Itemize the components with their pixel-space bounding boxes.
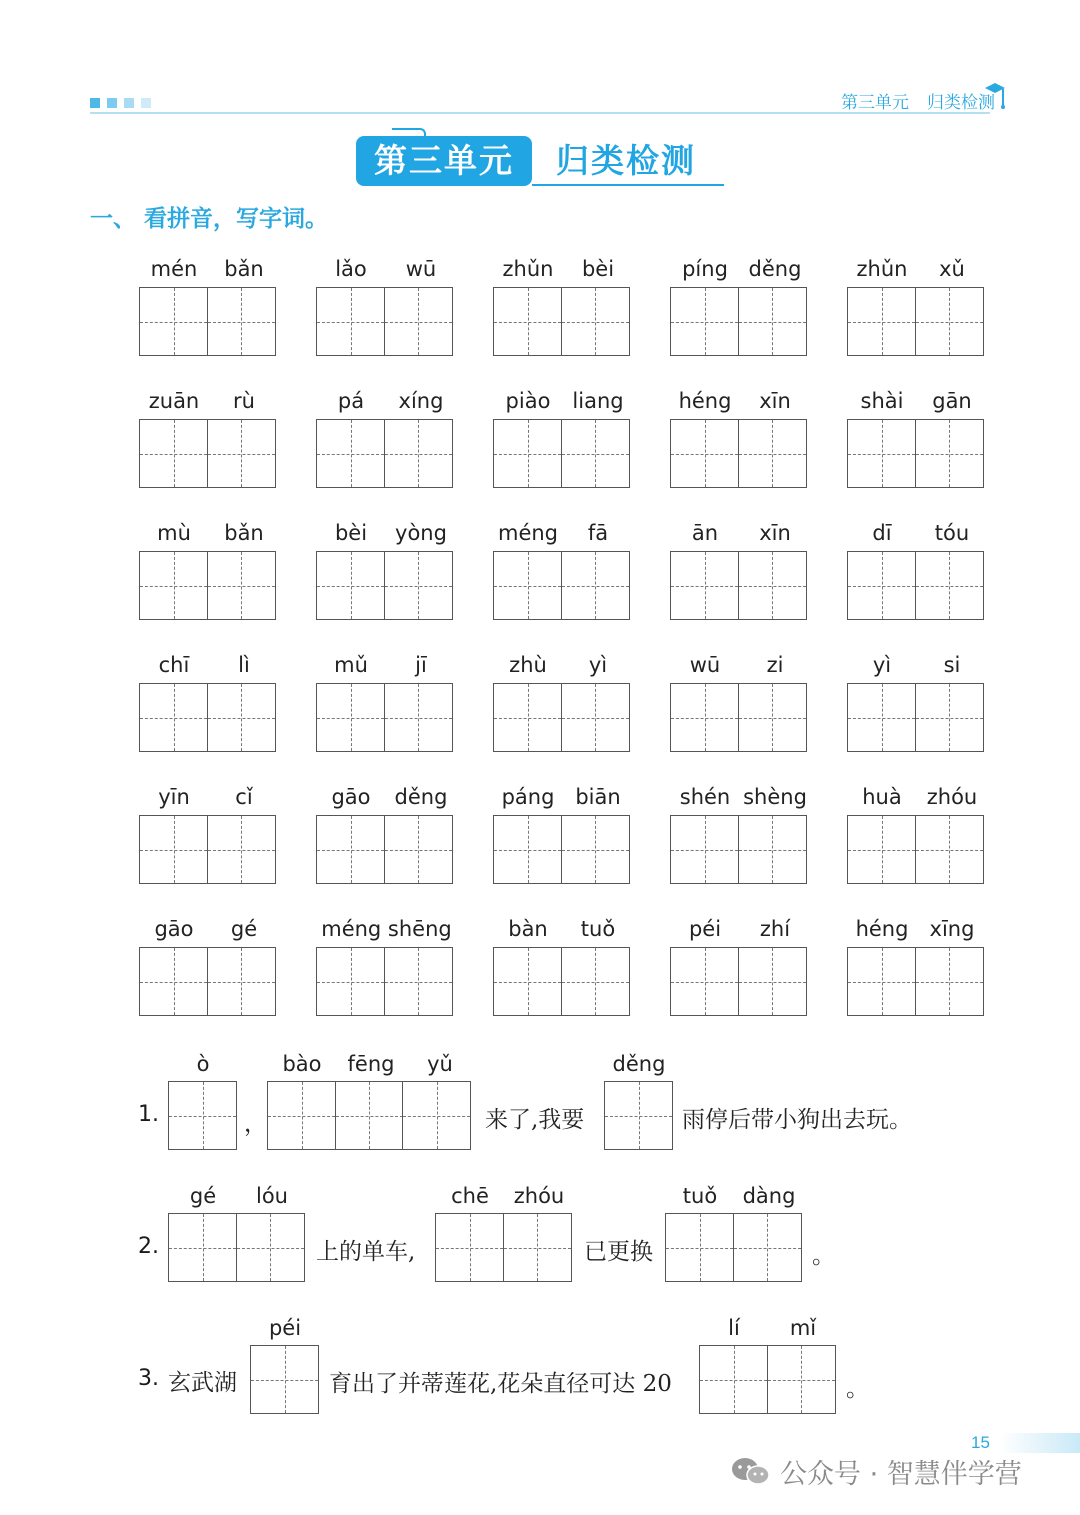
word-item: [139, 785, 280, 884]
answer-box[interactable]: [699, 1345, 834, 1414]
writing-cell[interactable]: [767, 1345, 836, 1414]
pinyin: tuǒ: [580, 917, 616, 941]
answer-box[interactable]: [847, 419, 988, 488]
answer-box[interactable]: [435, 1213, 570, 1282]
word-item: [670, 653, 811, 752]
pinyin-row: [670, 389, 811, 419]
title-text: 归类检测: [556, 141, 696, 180]
pinyin: yīn: [158, 785, 190, 809]
writing-cell[interactable]: [670, 815, 739, 884]
writing-cell[interactable]: [384, 815, 453, 884]
pinyin: péi: [268, 1316, 302, 1340]
writing-cell[interactable]: [847, 947, 916, 1016]
pinyin: ān: [691, 521, 719, 545]
pinyin: gé: [189, 1184, 217, 1208]
answer-box[interactable]: [168, 1213, 303, 1282]
pinyin: héng: [678, 389, 732, 413]
writing-cell[interactable]: [670, 419, 739, 488]
pinyin: jī: [415, 653, 427, 677]
writing-cell[interactable]: [207, 815, 276, 884]
writing-cell[interactable]: [915, 947, 984, 1016]
pinyin-row: [847, 653, 988, 683]
word-item: [847, 389, 988, 488]
writing-cell[interactable]: [915, 287, 984, 356]
pinyin: xīn: [759, 521, 791, 545]
word-item: [670, 389, 811, 488]
answer-box[interactable]: [493, 419, 634, 488]
pinyin: zhóu: [513, 1184, 565, 1208]
writing-cell[interactable]: [493, 551, 562, 620]
writing-cell[interactable]: [915, 683, 984, 752]
writing-cell[interactable]: [738, 551, 807, 620]
pinyin: bèi: [581, 257, 615, 281]
writing-cell[interactable]: [168, 1213, 237, 1282]
word-item: [493, 521, 634, 620]
writing-cell[interactable]: [316, 947, 385, 1016]
answer-box[interactable]: [316, 947, 457, 1016]
word-item: [493, 785, 634, 884]
answer-box[interactable]: [316, 419, 457, 488]
pinyin: biān: [575, 785, 621, 809]
pinyin: si: [943, 653, 961, 677]
pinyin: mǔ: [334, 653, 368, 677]
writing-cell[interactable]: [493, 683, 562, 752]
pinyin: páng: [501, 785, 555, 809]
pinyin: zi: [766, 653, 784, 677]
answer-box[interactable]: [670, 419, 811, 488]
pinyin-row: [316, 917, 457, 947]
answer-box[interactable]: [493, 947, 634, 1016]
answer-box[interactable]: [670, 683, 811, 752]
writing-cell[interactable]: [316, 815, 385, 884]
pinyin: yì: [872, 653, 892, 677]
writing-cell[interactable]: [316, 287, 385, 356]
pinyin-row: [493, 257, 634, 287]
answer-box[interactable]: [493, 551, 634, 620]
pinyin-row: [493, 653, 634, 683]
answer-box[interactable]: [665, 1213, 800, 1282]
graduation-cap-icon: [983, 80, 1007, 110]
pinyin: gāo: [331, 785, 371, 809]
header-square: [124, 98, 134, 108]
pinyin: lí: [728, 1316, 740, 1340]
word-item: [139, 653, 280, 752]
word-item: [847, 521, 988, 620]
writing-cell[interactable]: [738, 947, 807, 1016]
writing-cell[interactable]: [493, 287, 562, 356]
header-category: 归类检测: [927, 93, 995, 113]
writing-cell[interactable]: [435, 1213, 504, 1282]
writing-cell[interactable]: [139, 551, 208, 620]
pinyin: xīng: [929, 917, 975, 941]
word-item: [847, 257, 988, 356]
writing-cell[interactable]: [207, 683, 276, 752]
sentence-text: 玄武湖: [168, 1370, 237, 1396]
writing-cell[interactable]: [493, 815, 562, 884]
answer-box[interactable]: [139, 815, 280, 884]
writing-cell[interactable]: [316, 683, 385, 752]
answer-box[interactable]: [604, 1081, 672, 1150]
writing-cell[interactable]: [384, 683, 453, 752]
sentence-text: ，: [244, 1111, 267, 1137]
writing-cell[interactable]: [915, 551, 984, 620]
pinyin: lǎo: [335, 257, 367, 281]
page-number-bar: [1000, 1433, 1080, 1453]
word-item: [316, 785, 457, 884]
word-item: [139, 257, 280, 356]
pinyin: zhí: [759, 917, 791, 941]
answer-box[interactable]: [316, 815, 457, 884]
answer-box[interactable]: [139, 683, 280, 752]
watermark: [730, 1452, 1022, 1491]
pinyin: pá: [337, 389, 365, 413]
answer-box[interactable]: [847, 815, 988, 884]
writing-cell[interactable]: [733, 1213, 802, 1282]
pinyin: yòng: [395, 521, 447, 545]
word-item: [670, 257, 811, 356]
pinyin: zhǔn: [856, 257, 908, 281]
writing-cell[interactable]: [561, 287, 630, 356]
word-item: [316, 389, 457, 488]
pinyin: shèng: [743, 785, 807, 809]
word-item: [316, 257, 457, 356]
writing-cell[interactable]: [670, 551, 739, 620]
answer-box[interactable]: [493, 287, 634, 356]
writing-cell[interactable]: [670, 947, 739, 1016]
word-item: [316, 653, 457, 752]
pinyin: bèi: [334, 521, 368, 545]
writing-cell[interactable]: [384, 551, 453, 620]
pinyin: cǐ: [235, 785, 253, 809]
pinyin: xíng: [398, 389, 444, 413]
pinyin: fā: [587, 521, 609, 545]
writing-cell[interactable]: [139, 815, 208, 884]
pinyin: děng: [612, 1052, 666, 1076]
pinyin-row: [847, 389, 988, 419]
pinyin-row: [316, 785, 457, 815]
writing-cell[interactable]: [699, 1345, 768, 1414]
answer-box[interactable]: [316, 287, 457, 356]
word-item: [847, 785, 988, 884]
pinyin-row: [316, 653, 457, 683]
writing-cell[interactable]: [670, 287, 739, 356]
answer-box[interactable]: [168, 1081, 236, 1150]
answer-box[interactable]: [139, 419, 280, 488]
word-item: [670, 917, 811, 1016]
answer-box[interactable]: [847, 287, 988, 356]
writing-cell[interactable]: [207, 419, 276, 488]
answer-box[interactable]: [139, 947, 280, 1016]
word-item: [847, 917, 988, 1016]
writing-cell[interactable]: [139, 419, 208, 488]
pinyin: ò: [196, 1052, 210, 1076]
pinyin: fēng: [347, 1052, 395, 1076]
pinyin: děng: [748, 257, 802, 281]
answer-box[interactable]: [250, 1345, 318, 1414]
writing-cell[interactable]: [915, 815, 984, 884]
pinyin-row: [316, 521, 457, 551]
pinyin: tóu: [934, 521, 970, 545]
writing-cell[interactable]: [738, 815, 807, 884]
writing-cell[interactable]: [493, 419, 562, 488]
writing-cell[interactable]: [561, 947, 630, 1016]
pinyin: gāo: [154, 917, 194, 941]
header-square: [90, 98, 100, 108]
pinyin: wū: [405, 257, 437, 281]
pinyin-row: [670, 785, 811, 815]
pinyin: mù: [157, 521, 191, 545]
pinyin: mǐ: [789, 1316, 817, 1340]
writing-cell[interactable]: [665, 1213, 734, 1282]
pinyin-row: [493, 917, 634, 947]
wechat-icon: [730, 1456, 772, 1488]
pinyin-row: [139, 389, 280, 419]
pinyin: mén: [150, 257, 198, 281]
sentence-text: 来了,我要: [485, 1107, 585, 1133]
answer-box[interactable]: [316, 683, 457, 752]
pinyin: héng: [855, 917, 909, 941]
section-heading: 一、 看拼音，写字词。: [90, 206, 329, 232]
writing-cell[interactable]: [738, 287, 807, 356]
pinyin: gé: [230, 917, 258, 941]
pinyin: bàn: [508, 917, 548, 941]
pinyin: děng: [394, 785, 448, 809]
pinyin-row: [139, 653, 280, 683]
sentence-text: 。: [812, 1243, 835, 1269]
pinyin-row: [670, 917, 811, 947]
writing-cell[interactable]: [384, 947, 453, 1016]
pinyin-row: [670, 521, 811, 551]
header-squares: [90, 98, 151, 108]
word-item: [493, 653, 634, 752]
answer-box[interactable]: [267, 1081, 470, 1150]
writing-cell[interactable]: [207, 551, 276, 620]
answer-box[interactable]: [847, 551, 988, 620]
pinyin: xīn: [759, 389, 791, 413]
sentence-text: 已更换: [584, 1239, 653, 1265]
writing-cell[interactable]: [738, 419, 807, 488]
pinyin: zhù: [509, 653, 547, 677]
answer-box[interactable]: [316, 551, 457, 620]
answer-box[interactable]: [493, 683, 634, 752]
pinyin: lì: [238, 653, 250, 677]
title-underline: [532, 184, 724, 186]
answer-box[interactable]: [847, 683, 988, 752]
writing-cell[interactable]: [267, 1081, 336, 1150]
pinyin: yǔ: [427, 1052, 453, 1076]
pinyin: chē: [451, 1184, 489, 1208]
pinyin-row: [847, 917, 988, 947]
pinyin: gān: [932, 389, 972, 413]
pinyin-row: [139, 257, 280, 287]
pinyin: rù: [233, 389, 255, 413]
sentence-text: 育出了并蒂莲花,花朵直径可达 20: [329, 1371, 672, 1397]
writing-cell[interactable]: [139, 683, 208, 752]
pinyin-row: [670, 653, 811, 683]
writing-cell[interactable]: [335, 1081, 404, 1150]
sentence-text: 雨停后带小狗出去玩。: [682, 1107, 912, 1133]
writing-cell[interactable]: [493, 947, 562, 1016]
pinyin-row: [316, 389, 457, 419]
writing-cell[interactable]: [915, 419, 984, 488]
word-item: [847, 653, 988, 752]
pinyin-row: [847, 785, 988, 815]
writing-cell[interactable]: [561, 551, 630, 620]
writing-cell[interactable]: [402, 1081, 471, 1150]
pinyin-row: [493, 521, 634, 551]
writing-cell[interactable]: [139, 287, 208, 356]
writing-cell[interactable]: [207, 947, 276, 1016]
word-item: [139, 521, 280, 620]
writing-cell[interactable]: [561, 683, 630, 752]
pinyin-row: [139, 521, 280, 551]
writing-cell[interactable]: [316, 419, 385, 488]
pinyin: piào: [505, 389, 551, 413]
sentence-number: 3.: [138, 1366, 159, 1391]
writing-cell[interactable]: [207, 287, 276, 356]
answer-box[interactable]: [670, 815, 811, 884]
answer-box[interactable]: [670, 287, 811, 356]
pinyin: xǔ: [939, 257, 965, 281]
writing-cell[interactable]: [168, 1081, 237, 1150]
pinyin: zhǔn: [502, 257, 554, 281]
sentence-text: 。: [846, 1376, 869, 1402]
pinyin-row: [316, 257, 457, 287]
pinyin: píng: [682, 257, 728, 281]
writing-cell[interactable]: [847, 815, 916, 884]
word-item: [493, 389, 634, 488]
writing-cell[interactable]: [670, 683, 739, 752]
writing-cell[interactable]: [503, 1213, 572, 1282]
pinyin: dàng: [742, 1184, 796, 1208]
pinyin: péi: [688, 917, 722, 941]
header-square: [107, 98, 117, 108]
answer-box[interactable]: [493, 815, 634, 884]
writing-cell[interactable]: [316, 551, 385, 620]
pinyin-row: [847, 257, 988, 287]
pinyin: bào: [282, 1052, 322, 1076]
answer-box[interactable]: [139, 551, 280, 620]
sentence-number: 1.: [138, 1102, 159, 1127]
pinyin-row: [847, 521, 988, 551]
pinyin: méng: [497, 521, 559, 545]
writing-cell[interactable]: [847, 683, 916, 752]
pinyin: wū: [689, 653, 721, 677]
word-item: [139, 917, 280, 1016]
watermark-text: 公众号 · 智慧伴学营: [780, 1459, 1022, 1490]
page-number: 15: [971, 1433, 990, 1452]
writing-cell[interactable]: [847, 551, 916, 620]
pinyin: bǎn: [224, 257, 264, 281]
pinyin: shén: [679, 785, 731, 809]
word-item: [670, 785, 811, 884]
pinyin-row: [139, 917, 280, 947]
sentence-text: 上的单车,: [316, 1239, 416, 1265]
pinyin: lóu: [256, 1184, 288, 1208]
word-item: [316, 521, 457, 620]
header-unit: 第三单元: [841, 93, 909, 113]
sentence-number: 2.: [138, 1234, 159, 1259]
writing-cell[interactable]: [604, 1081, 673, 1150]
writing-cell[interactable]: [847, 287, 916, 356]
answer-box[interactable]: [670, 551, 811, 620]
header-square: [141, 98, 151, 108]
pinyin-row: [139, 785, 280, 815]
word-item: [139, 389, 280, 488]
writing-cell[interactable]: [561, 815, 630, 884]
pinyin-row: [670, 257, 811, 287]
writing-cell[interactable]: [738, 683, 807, 752]
pinyin: shài: [860, 389, 904, 413]
pinyin: huà: [862, 785, 902, 809]
pinyin: tuǒ: [682, 1184, 718, 1208]
pinyin: zhóu: [926, 785, 978, 809]
pinyin: liang: [572, 389, 624, 413]
pinyin: zuān: [148, 389, 200, 413]
header-label: [841, 88, 995, 113]
answer-box[interactable]: [670, 947, 811, 1016]
writing-cell[interactable]: [561, 419, 630, 488]
writing-cell[interactable]: [847, 419, 916, 488]
writing-cell[interactable]: [139, 947, 208, 1016]
pinyin: méng shēng: [321, 917, 452, 941]
pinyin: bǎn: [224, 521, 264, 545]
word-item: [316, 917, 457, 1016]
pinyin-row: [493, 785, 634, 815]
writing-cell[interactable]: [384, 287, 453, 356]
pinyin: yì: [588, 653, 608, 677]
title-unit-box: 第三单元: [356, 136, 532, 186]
pinyin: chī: [158, 653, 190, 677]
word-item: [670, 521, 811, 620]
writing-cell[interactable]: [236, 1213, 305, 1282]
writing-cell[interactable]: [384, 419, 453, 488]
pinyin: dī: [872, 521, 892, 545]
writing-cell[interactable]: [250, 1345, 319, 1414]
word-item: [493, 917, 634, 1016]
answer-box[interactable]: [847, 947, 988, 1016]
word-item: [493, 257, 634, 356]
answer-box[interactable]: [139, 287, 280, 356]
pinyin-row: [493, 389, 634, 419]
